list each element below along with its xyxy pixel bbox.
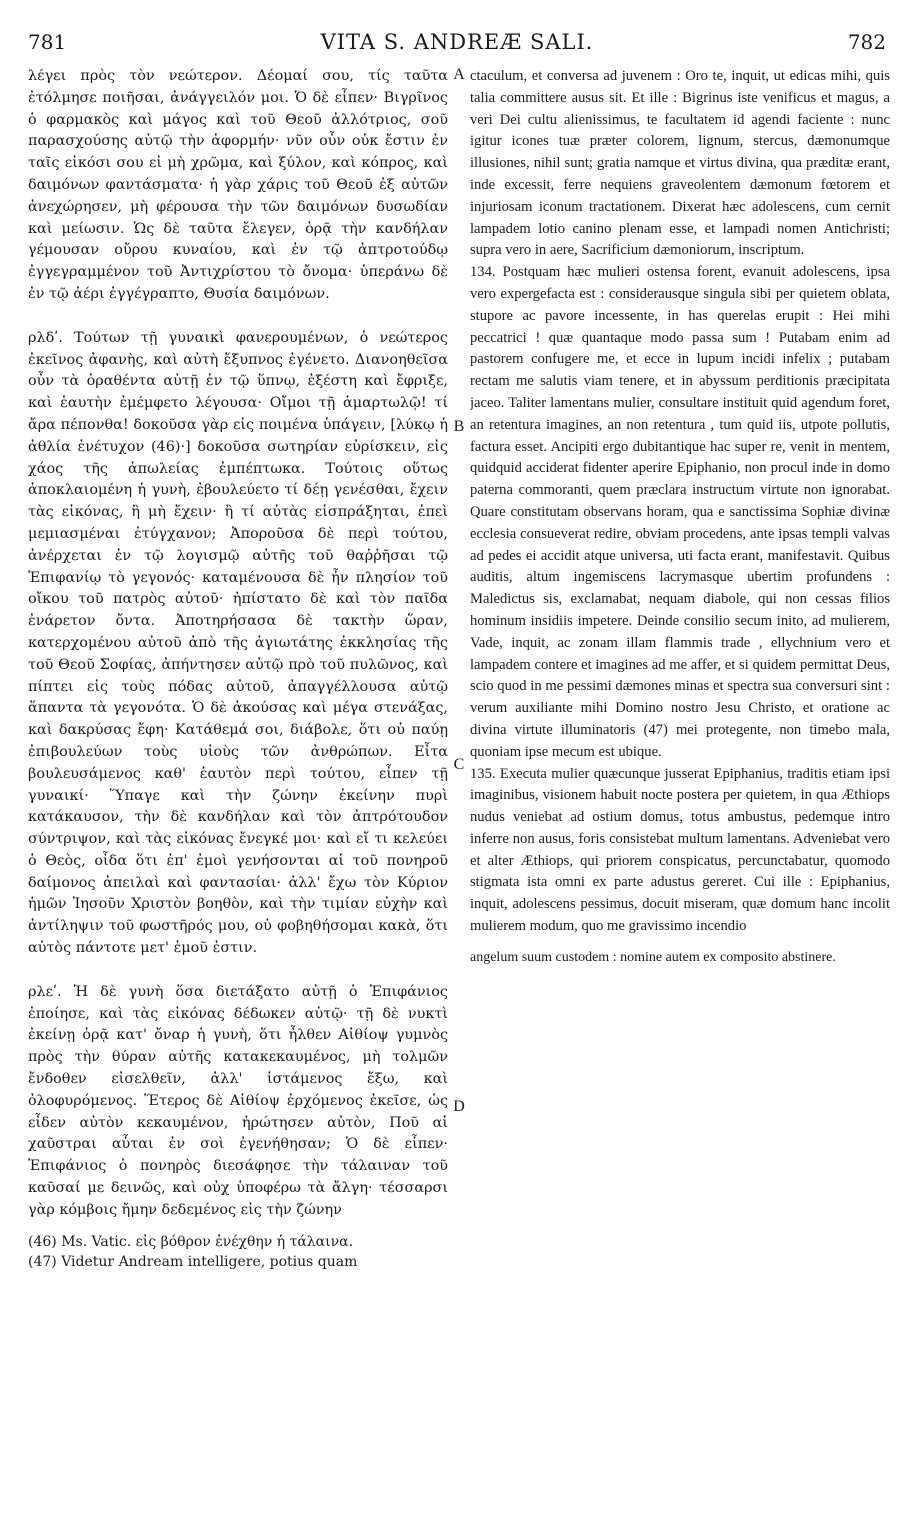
footnote-47: (47) Videtur Andream intelligere, potius quam — [28, 1253, 358, 1270]
footnote-46: (46) Ms. Vatic. εἰς βόθρον ἐνέχθην ἡ τάλαινα. — [28, 1233, 354, 1250]
latin-paragraph-135: 135. Executa mulier quæcunque jusserat Epiphanius, traditis etiam ipsi imaginibus, visionem habuit nocte postera per quietem, in qua Æthiops nudus veniebat ad ostium domus, totus ambustus, pedemque intro inferre non ausus, foris consistebat multum lamentans. Adveniebat vero et alter Æthiops, qui priorem conspicatus, percunctabatur, quomodo stigmata ista omni ex parte adustus gereret. Cui ille : Epiphanius, inquit, adolescens pessimus, docuit miseram, quæ domum hanc incolit mulierem modum, quo me gravissimo incendio — [470, 765, 890, 935]
page-number-left: 781 — [28, 30, 67, 54]
greek-paragraph-135: ρλεʹ. Ἡ δὲ γυνὴ ὅσα διετάξατο αὐτῇ ὁ Ἐπιφάνιος ἐποίησε, καὶ τὰς εἰκόνας δέδωκεν αὐτῷ· τῇ δὲ νυκτὶ ἐκείνῃ ὁρᾷ κατ' ὄναρ ἡ γυνὴ, ὅτι ἦλθεν Αἰθίοψ γυμνὸς πρὸς τὴν θύραν αὐτῆς κατακεκαυμένος, μὴ τολμῶν ἔνδοθεν εἰσελθεῖν, ἀλλ' ἱστάμενος ἔξω, καὶ ὀλοφυρόμενος. Ἕτερος δὲ Αἰθίοψ ἐρχόμενος ἐκεῖσε, ὡς εἶδεν αὐτὸν κεκαυμένον, ἠρώτησεν αὐτὸν, Ποῦ αἱ χαῦστραι αὗται ἐν σοὶ ἐγενήθησαν; Ὁ δὲ εἶπεν· Ἐπιφάνιος ὁ πονηρὸς διεσάφησε τὴν τάλαιναν τοῦ καῦσαί με δεινῶς, καὶ οὐχ ὑποφέρω τὰ ἄλγη· τέσσαρσι γὰρ κόμβοις ἤμην δεδεμένος εἰς τὴν ζώνην — [28, 983, 448, 1218]
margin-marker-c: C — [453, 756, 465, 773]
latin-paragraph-134: 134. Postquam hæc mulieri ostensa forent, evanuit adolescens, ipsa vero expergefacta est : considerausque singula sibi per quietem oblata, stupore ac pavore incessente, in has querelas erupit : Hei mihi peccatrici ! quæ quantaque modo passa sum ! Putabam enim ad pastorem confugere me, et ecce in lupum incidi infelix ; putabam rectam me salutis viam tenere, et in abyssum perditionis præcipitata jaceo. Taliter lamentans mulier, consultare instituit quid agendum foret, an retentura imagines, an non retentura , tum quid iis, utpote pollutis, factura esset. Ancipiti ergo dubitantique hac super re, venit in mentem, quidquid acciderat fidenter aperire Epiphanio, non procul inde in domo paterna commoranti, quem præclara instructum virtute non ignorabat. Quare constitutam observans horam, qua e sanctissima Sophiæ divinæ ecclesia consueverat redire, obviam procedens, ante ipsas templi valvas ad pedes ei accidit atque universa, uti facta erant, manifestavit. Quibus auditis, altum ingemiscens lacrymasque ubertim profundens : Maledictus sis, exclamabat, nequam diabole, qui non cessas filios hominum insidiis impetere. Deinde consilio secum inito, ad mulierem, Vade, inquit, ac zonam illam flammis trade , ellychnium vero et lampadem contere et imagines ad me affer, et si quidem permittat Deus, scio quod in me pessimi dæmones minas et spectra sua conversuri sint : verum auxiliante mihi Domino nostro Jesu Christo, et oratione ac divina virtute illuminatoris (47) mei protegente, non timebo mala, quoniam ipse mecum est ubique. — [470, 264, 890, 760]
margin-marker-a: A — [453, 66, 465, 83]
latin-paragraph-1: ctaculum, et conversa ad juvenem : Oro te, inquit, ut edicas mihi, quis talia committere ausus sit. Et ille : Bigrinus iste venificus et magus, a veri Dei cultu alienissimus, te facultatem id agendi faciente : nunc igitur icones tuæ præter colorem, lignum, stercus, dæmonumque illusiones, nihil sunt; gratia namque et virtus divina, qua præditæ erant, inde excessit, ferre nequiens graveolentem dæmonum fœtorem et injuriosam iconum tractationem. Dixerat hæc adolescens, cum cernit lampadem lotio canino plenam esse, et lampadi nomen Antichristi; supra vero in aere, Sacrificium dæmoniorum, inscriptum. — [470, 68, 890, 259]
greek-column — [28, 66, 448, 1512]
margin-marker-d: D — [453, 1098, 465, 1115]
greek-paragraph-134: ρλδʹ. Τούτων τῇ γυναικὶ φανερουμένων, ὁ νεώτερος ἐκεῖνος ἀφανὴς, καὶ αὐτὴ ἔξυπνος ἐγένετο. Διανοηθεῖσα οὖν τὰ ὁραθέντα αὐτῇ ἐν τῷ ὕπνῳ, ἐξέστη καὶ ἔφριξε, καὶ ἑαυτὴν ἐμέμφετο λέγουσα· Οἴμοι τῇ ἁμαρτωλῷ! τί ἄρα πέπονθα! δοκοῦσα γὰρ εἰς ποιμένα ὑπάγειν, [λύκῳ ἡ ἀθλία ἐνέτυχον (46)·] δοκοῦσα σωτηρίαν εὑρίσκειν, εἰς χάος τῆς ἀπωλείας ἐμπέπτωκα. Τούτοις οὕτως ἀποκλαιομένη ἡ γυνὴ, ἐβουλεύετο τί δέῃ γενέσθαι, ἔχειν τὰς εἰκόνας, ἢ μὴ ἔχειν· ἢ τί αὐτὰς εἰσπράξηται, ἐπεὶ μεμιασμέναι ἐτύγχανον; Ἀποροῦσα δὲ περὶ τούτου, ἀνέρχεται ἐν τῷ λογισμῷ αὐτῆς τοῦ θαῤῥῆσαι τῷ Ἐπιφανίῳ τὸ γεγονός· καταμένουσα δὲ ἦν πλησίον τοῦ οἴκου τοῦ πατρὸς αὐτοῦ· ἠπίστατο δὲ καὶ τὸν παῖδα ἐνάρετον ὄντα. Ἀποτηρήσασα δὲ τακτὴν ὥραν, κατερχομένου αὐτοῦ ἀπὸ τῆς ἁγιωτάτης ἐκκλησίας τῆς τοῦ Θεοῦ Σοφίας, ἀπήντησεν αὐτῷ πρὸ τοῦ πυλῶνος, καὶ πίπτει εἰς τοὺς πόδας αὐτοῦ, ἀπαγγέλλουσα αὐτῷ ἅπαντα τὰ γεγονότα. Ὁ δὲ ἀκούσας καὶ μέγα στενάξας, καὶ δακρύσας ἔφη· Κατάθεμά σοι, διάβολε, ὅτι οὐ παύῃ ἐπιβουλεύων τοὺς υἱοὺς τῶν ἀνθρώπων. Εἶτα βουλευσάμενος καθ' ἑαυτὸν περὶ τούτου, εἶπεν τῇ γυναικί· Ὕπαγε καὶ τὴν ζώνην ἐκείνην πυρὶ κατάκαυσον, τὴν δὲ κανδήλαν καὶ τὸν ἀπτρότουδον σύντριψον, καὶ τὰς εἰκόνας ἔνεγκέ μοι· καὶ εἴ τι κελεύει ὁ Θεὸς, οἶδα ὅτι ἐπ' ἐμοὶ γενήσονται αἱ τοῦ πονηροῦ δαίμονος ἀπειλαὶ καὶ φαντασίαι· ἀλλ' ἔχω τὸν Κύριον ἡμῶν Ἰησοῦν Χριστὸν βοηθὸν, καὶ τὴν τιμίαν εὐχὴν καὶ ἀντίληψιν τοῦ φωστῆρός μου, οὐ φοβηθήσομαι κακὰ, ὅτι αὐτὸς πάντοτε μετ' ἐμοῦ ἐστιν. — [28, 329, 448, 957]
margin-marker-b: B — [453, 418, 465, 435]
page-number-right: 782 — [847, 30, 886, 54]
running-title: VITA S. ANDREÆ SALI. — [320, 30, 594, 54]
running-header — [28, 30, 886, 60]
greek-paragraph-1: λέγει πρὸς τὸν νεώτερον. Δέομαί σου, τίς ταῦτα ἐτόλμησε ποιῆσαι, ἀνάγγειλόν μοι. Ὁ δὲ εἶπεν· Βιγρῖνος ὁ φαρμακὸς καὶ μάγος καὶ τοῦ Θεοῦ ἀλλότριος, σοῦ παρασχούσης αὐτῷ τὴν ἀφορμήν· νῦν οὖν οὐκ ἔστιν ἐν ταῖς εἰκόσι σου εἰ μὴ χρῶμα, καὶ ξύλον, καὶ κόπρος, καὶ δαιμόνων φαντάσματα· ἡ γὰρ χάρις τοῦ Θεοῦ ἐξ αὐτῶν ἀνεχώρησεν, μὴ φέρουσα τὴν τῶν δαιμόνων δυσωδίαν καὶ μείωσιν. Ὡς δὲ ταῦτα ἔλεγεν, ὁρᾷ τὴν κανδήλαν γέμουσαν οὔρου κυναίου, καὶ ἐν τῷ ἀπτροτούδῳ ἐγγεγραμμένον τοῦ Ἀντιχρίστου τὸ ὄνομα· ὑπεράνω δὲ ἐν τῷ ἀέρι ἐγγέγραπτο, Θυσία δαιμόνων. — [28, 68, 448, 302]
footnote-47-continuation: angelum suum custodem : nomine autem ex composito abstinere. — [470, 949, 836, 965]
latin-column — [470, 66, 890, 1512]
